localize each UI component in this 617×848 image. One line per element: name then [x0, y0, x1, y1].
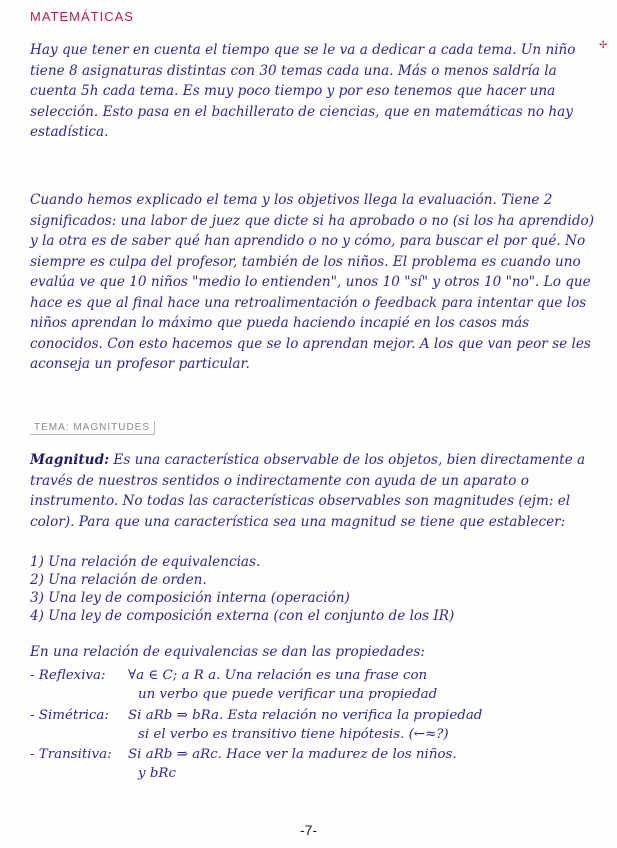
page-number: -7- — [299, 822, 318, 838]
property-transitive — [30, 745, 605, 783]
property-line: un verbo que puede verificar una propiedad — [138, 687, 438, 702]
paragraph-evaluation: Cuando hemos explicado el tema y los objetivos llega la evaluación. Tiene 2 significados: una labor de juez que dicte si ha aprobado o no (si los ha aprendido) y la otra es de saber qué han aprendido o no y cómo, para buscar el por qué. No siempre es culpa del profesor, también de los niños. El problema es cuando uno evalúa ve que 10 niños "medio lo entienden", unos 10 "sí" y otros 10 "no". Lo que hace es que al final hace una retroalimentación o feedback para intentar que los niños aprendan lo máximo que pueda haciendo incapié en los casos más conocidos. Con esto hacemos que se lo aprendan mejor. A los que van peor se les aconseja un profesor particular. — [30, 192, 595, 372]
property-label: - Reflexiva: — [30, 668, 106, 683]
property-reflexive — [30, 666, 605, 704]
term-magnitud: Magnitud: — [30, 452, 110, 468]
property-line: ∀a ∈ C; a R a. Una relación es una frase con — [128, 668, 428, 683]
property-line: y bRc — [138, 766, 176, 781]
property-label: - Transitiva: — [30, 747, 112, 762]
property-symmetric — [30, 706, 605, 744]
paragraph-equivalence-intro: En una relación de equivalencias se dan las propiedades: — [30, 644, 425, 660]
property-line: si el verbo es transitivo tiene hipótesis. (←≈?) — [138, 727, 449, 742]
property-line: Si aRb ⇒ bRa. Esta relación no verifica la propiedad — [128, 708, 483, 723]
requirements-list — [30, 553, 595, 625]
list-item: 3) Una ley de composición interna (operación) — [30, 590, 350, 606]
topic-heading: TEMA: MAGNITUDES — [30, 421, 155, 435]
definition-text: Es una característica observable de los objetos, bien directamente a través de nuestros sentidos o indirectamente con ayuda de un aparato o instrumento. No todas las características observables son magnitudes (ejm: el color). Para que una característica sea una magnitud se tiene que establecer: — [30, 452, 586, 530]
margin-mark: ✢ — [599, 40, 608, 51]
property-line: Si aRb ⇒ aRc. Hace ver la madurez de los niños. — [128, 747, 457, 762]
list-item: 4) Una ley de composición externa (con el conjunto de los IR) — [30, 608, 455, 624]
list-item: 2) Una relación de orden. — [30, 572, 207, 588]
paragraph-magnitude-definition — [30, 450, 595, 532]
page-title: MATEMÁTICAS — [30, 9, 134, 24]
list-item: 1) Una relación de equivalencias. — [30, 554, 261, 570]
paragraph-time-per-topic: Hay que tener en cuenta el tiempo que se le va a dedicar a cada tema. Un niño tiene 8 asignaturas distintas con 30 temas cada una. Más o menos saldría la cuenta 5h cada tema. Es muy poco tiempo y por eso tenemos que hacer una selección. Esto pasa en el bachillerato de ciencias, que en matemáticas no hay estadística. — [30, 42, 576, 140]
property-label: - Simétrica: — [30, 708, 109, 723]
